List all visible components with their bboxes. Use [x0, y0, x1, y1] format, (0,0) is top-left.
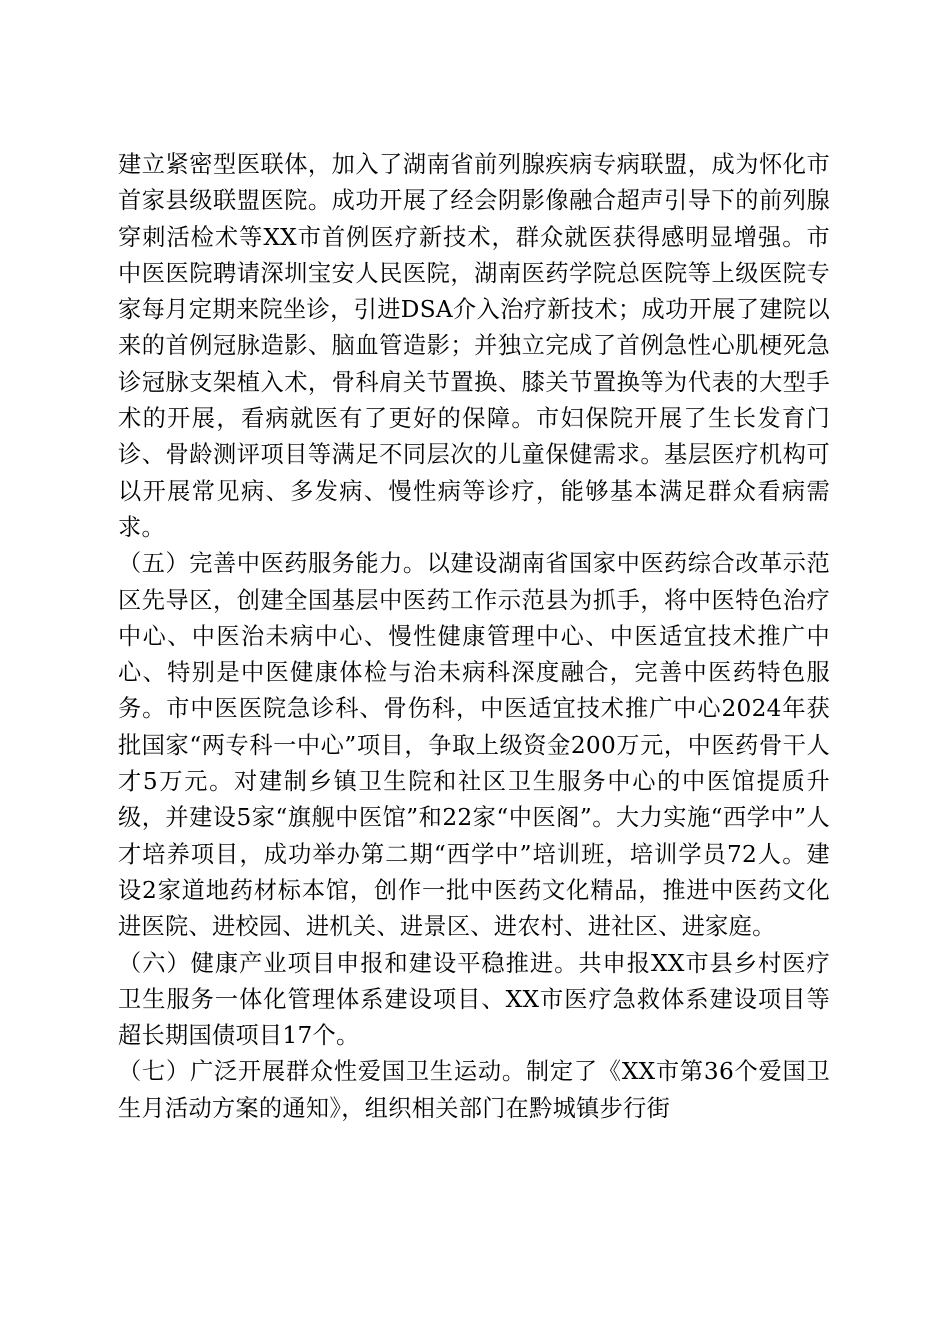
- paragraph-section-6-health-projects: （六）健康产业项目申报和建设平稳推进。共申报XX市县乡村医疗卫生服务一体化管理体系建设项目、XX市医疗急救体系建设项目等超长期国债项目17个。: [118, 949, 830, 1050]
- paragraph-section-7-patriotic-health: （七）广泛开展群众性爱国卫生运动。制定了《XX市第36个爱国卫生月活动方案的通知》，组织相关部门在黔城镇步行街: [118, 1058, 830, 1122]
- paragraph-medical-alliance: 建立紧密型医联体，加入了湖南省前列腺疾病专病联盟，成为怀化市首家县级联盟医院。成功开展了经会阴影像融合超声引导下的前列腺穿刺活检术等XX市首例医疗新技术，群众就医获得感明显增强。市中医医院聘请深圳宝安人民医院，湖南医药学院总医院等上级医院专家每月定期来院坐诊，引进DSA介入治疗新技术；成功开展了建院以来的首例冠脉造影、脑血管造影；并独立完成了首例急性心肌梗死急诊冠脉支架植入术，骨科肩关节置换、膝关节置换等为代表的大型手术的开展，看病就医有了更好的保障。市妇保院开展了生长发育门诊、骨龄测评项目等满足不同层次的儿童保健需求。基层医疗机构可以开展常见病、多发病、慢性病等诊疗，能够基本满足群众看病需求。: [118, 151, 830, 541]
- document-body: [118, 147, 830, 1127]
- paragraph-section-5-tcm-services: （五）完善中医药服务能力。以建设湖南省国家中医药综合改革示范区先导区，创建全国基层中医药工作示范县为抓手，将中医特色治疗中心、中医治未病中心、慢性健康管理中心、中医适宜技术推广中心、特别是中医健康体检与治未病科深度融合，完善中医药特色服务。市中医医院急诊科、骨伤科，中医适宜技术推广中心2024年获批国家“两专科一中心”项目，争取上级资金200万元，中医药骨干人才5万元。对建制乡镇卫生院和社区卫生服务中心的中医馆提质升级，并建设5家“旗舰中医馆”和22家“中医阁”。大力实施“西学中”人才培养项目，成功举办第二期“西学中”培训班，培训学员72人。建设2家道地药材标本馆，创作一批中医药文化精品，推进中医药文化进医院、进校园、进机关、进景区、进农村、进社区、进家庭。: [118, 550, 830, 941]
